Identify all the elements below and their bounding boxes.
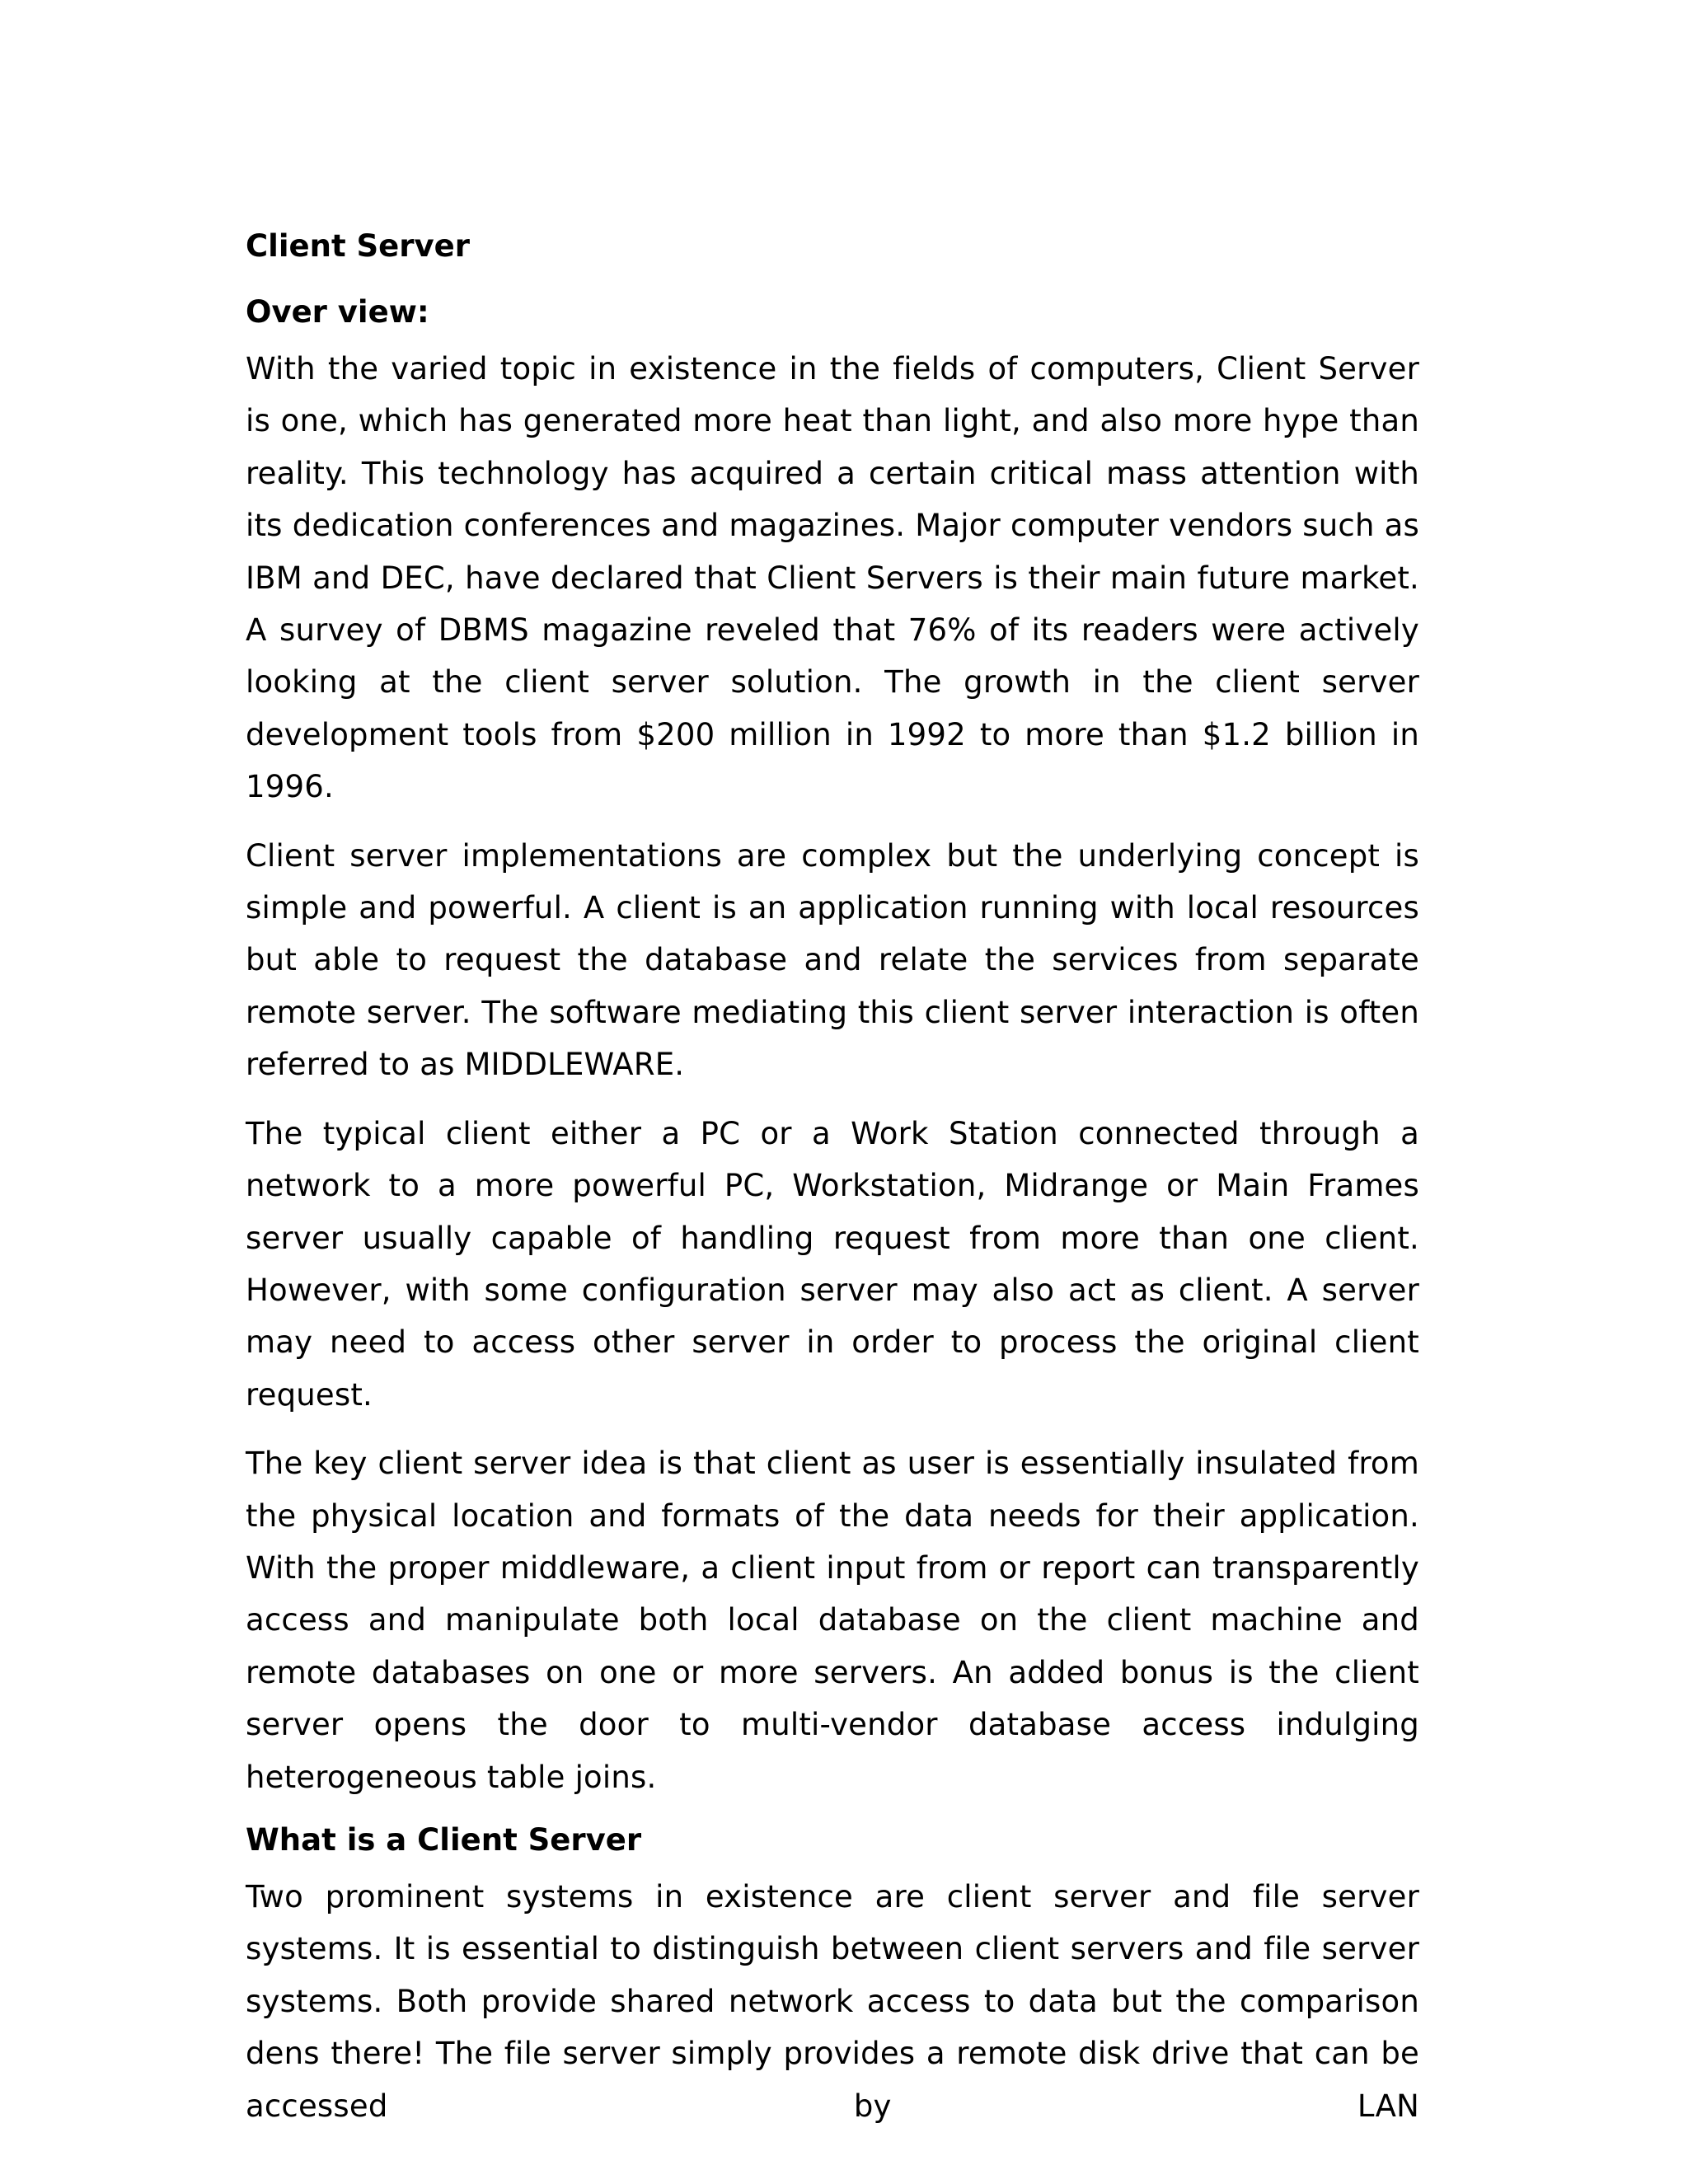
paragraph: With the varied topic in existence in the fields of computers, Client Server is one, which has generated more heat than light, and also more hype than reality. This technology has acquired a certain critical mass attention with its dedication conferences and magazines. Major computer vendors such as IBM and DEC, have declared that Client Servers is their main future market. A survey of DBMS magazine reveled that 76% of its readers were actively looking at the client server solution. The growth in the client server development tools from $200 million in 1992 to more than $1.2 billion in 1996. [246,351,1419,805]
document-title: Client Server [246,228,470,264]
section-overview [246,292,1419,1803]
document-page [246,226,1419,2132]
paragraph: Client server implementations are complex but the underlying concept is simple and powerful. A client is an application running with local resources but able to request the database and relate the services from separate remote server. The software mediating this client server interaction is often referred to as MIDDLEWARE. [246,837,1419,1083]
paragraph: The typical client either a PC or a Work Station connected through a network to a more powerful PC, Workstation, Midrange or Main Frames server usually capable of handling request from more than one client. However, with some configuration server may also act as client. A server may need to access other server in order to process the original client request. [246,1115,1419,1413]
paragraph: Two prominent systems in existence are client server and file server systems. It is essential to distinguish between client servers and file server systems. Both provide shared network access to data but the comparison dens there! The file server simply provides a remote disk drive that can be accessed by LAN [246,1878,1419,2124]
section-heading-what-is: What is a Client Server [246,1821,642,1858]
section-what-is-client-server [246,1820,1419,2132]
paragraph: The key client server idea is that client as user is essentially insulated from the physical location and formats of the data needs for their application. With the proper middleware, a client input from or report can transparently access and manipulate both local database on the client machine and remote databases on one or more servers. An added bonus is the client server opens the door to multi-vendor database access indulging heterogeneous table joins. [246,1446,1419,1795]
section-heading-overview: Over view: [246,294,429,330]
